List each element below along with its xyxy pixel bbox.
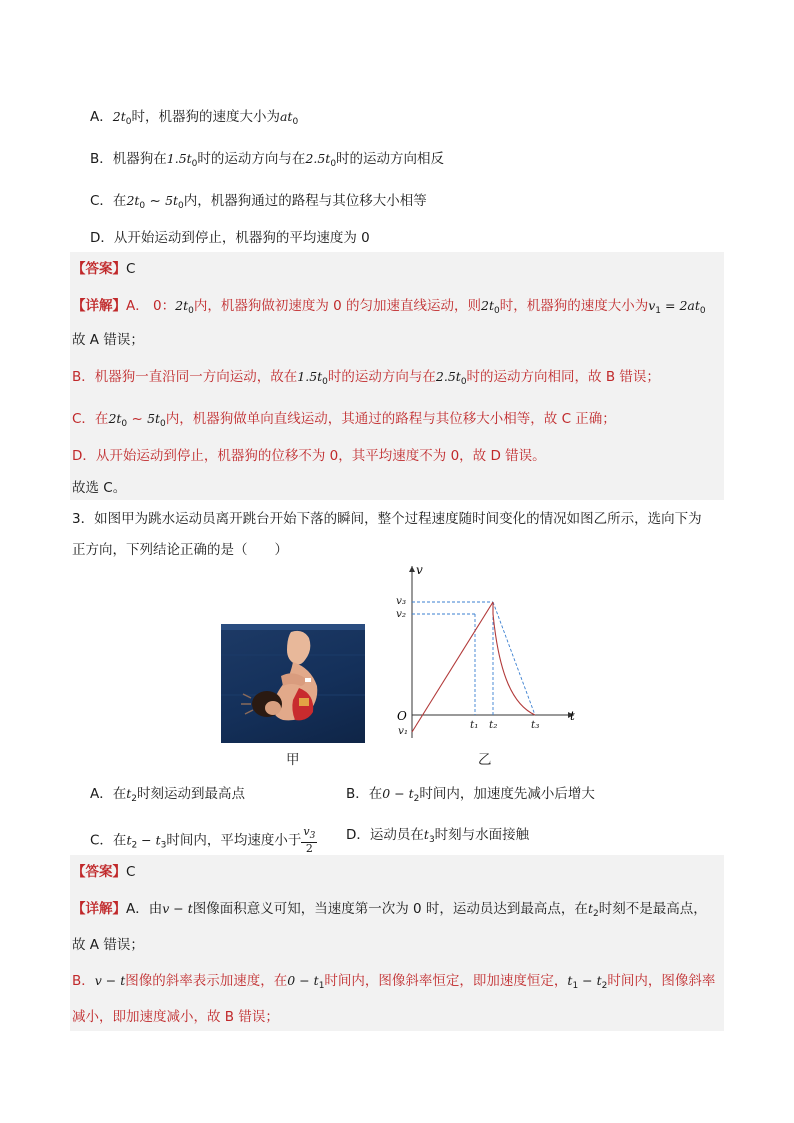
t-axis-label: t — [570, 709, 575, 723]
fraction-v3-over-2: $\frac{v_3}{2}$ — [303, 825, 316, 855]
vt-series — [412, 602, 535, 732]
caption-jia: 甲 — [286, 752, 300, 768]
q3-option-b: B．在$0 - t_2$时间内，加速度先减小后增大 — [346, 786, 595, 804]
q2-explain-line3: B．机器狗一直沿同一方向运动，故在$1.5t_0$时的运动方向与在$2.5t_0$时的运动方向相同，故 B 错误； — [72, 369, 660, 387]
guide-lines — [412, 602, 535, 715]
q2-option-c: C．在$2t_0$ ~ $5t_0$内，机器狗通过的路程与其位移大小相等 — [90, 193, 427, 211]
q3-option-c: C．在$t_2 - t_3$时间内，平均速度小于 $\frac{v_3}{2}$ — [90, 825, 316, 855]
y-tick-v2: v₂ — [396, 608, 407, 620]
diver-illustration — [221, 624, 365, 743]
q3-stem-line1: 3．如图甲为跳水运动员离开跳台开始下落的瞬间，整个过程速度随时间变化的情况如图乙所示，选向下为 — [72, 511, 702, 527]
origin-label: O — [397, 709, 407, 723]
q3-explain-line3: B．v − t图像的斜率表示加速度，在$0 - t_1$时间内，图像斜率恒定，即加速度恒定，$t_1 - t_2$时间内，图像斜率 — [72, 973, 716, 991]
q2-option-b: B．机器狗在$1.5t_0$时的运动方向与在$2.5t_0$时的运动方向相反 — [90, 151, 445, 169]
q2-explain-line2: 故 A 错误； — [72, 332, 144, 348]
q2-option-d: D．从开始运动到停止，机器狗的平均速度为 0 — [90, 230, 370, 246]
q2-explain-line6: 故选 C。 — [72, 480, 127, 496]
q2-explain-line4: C．在$2t_0$ ~ $5t_0$内，机器狗做单向直线运动，其通过的路程与其位移大小相等，故 C 正确； — [72, 411, 616, 429]
q2-explain-line5: D．从开始运动到停止，机器狗的位移不为 0，其平均速度不为 0，故 D 错误。 — [72, 448, 546, 464]
q3-answer-block — [70, 855, 724, 1031]
q3-explain-line4: 减小，即加速度减小，故 B 错误； — [72, 1009, 279, 1025]
y-tick-v3: v₃ — [396, 595, 407, 607]
q3-option-a: A．在$t_2$时刻运动到最高点 — [90, 786, 246, 804]
x-tick-t2: t₂ — [489, 719, 498, 731]
q3-answer: 【答案】C — [72, 864, 136, 880]
caption-yi: 乙 — [478, 752, 492, 768]
x-tick-t3: t₃ — [531, 719, 540, 731]
diver-photo — [221, 624, 365, 743]
q3-stem-line2: 正方向，下列结论正确的是（ ） — [72, 542, 288, 558]
y-tick-v1: v₁ — [398, 725, 409, 737]
q2-answer: 【答案】C — [72, 261, 136, 277]
vt-graph — [390, 560, 590, 750]
v-axis-label: v — [416, 563, 423, 577]
series-segment-linear — [412, 602, 493, 732]
q3-option-d: D．运动员在$t_3$时刻与水面接触 — [346, 827, 530, 845]
q2-option-a: A．$2t_0$时，机器狗的速度大小为$at_0$ — [90, 109, 299, 127]
q3-explain-line2: 故 A 错误； — [72, 937, 144, 953]
q3-explain-line1: 【详解】A．由v − t图像面积意义可知，当速度第一次为 0 时，运动员达到最高点，在$t_2$时刻不是最高点， — [72, 901, 707, 919]
dashed-reference-line — [493, 602, 535, 715]
x-tick-t1: t₁ — [470, 719, 479, 731]
q2-explain-line1: 【详解】A． 0：$2t_0$内，机器狗做初速度为 0 的匀加速直线运动，则$2t_0$时，机器狗的速度大小为$v_1 = 2at_0$ — [72, 298, 706, 316]
